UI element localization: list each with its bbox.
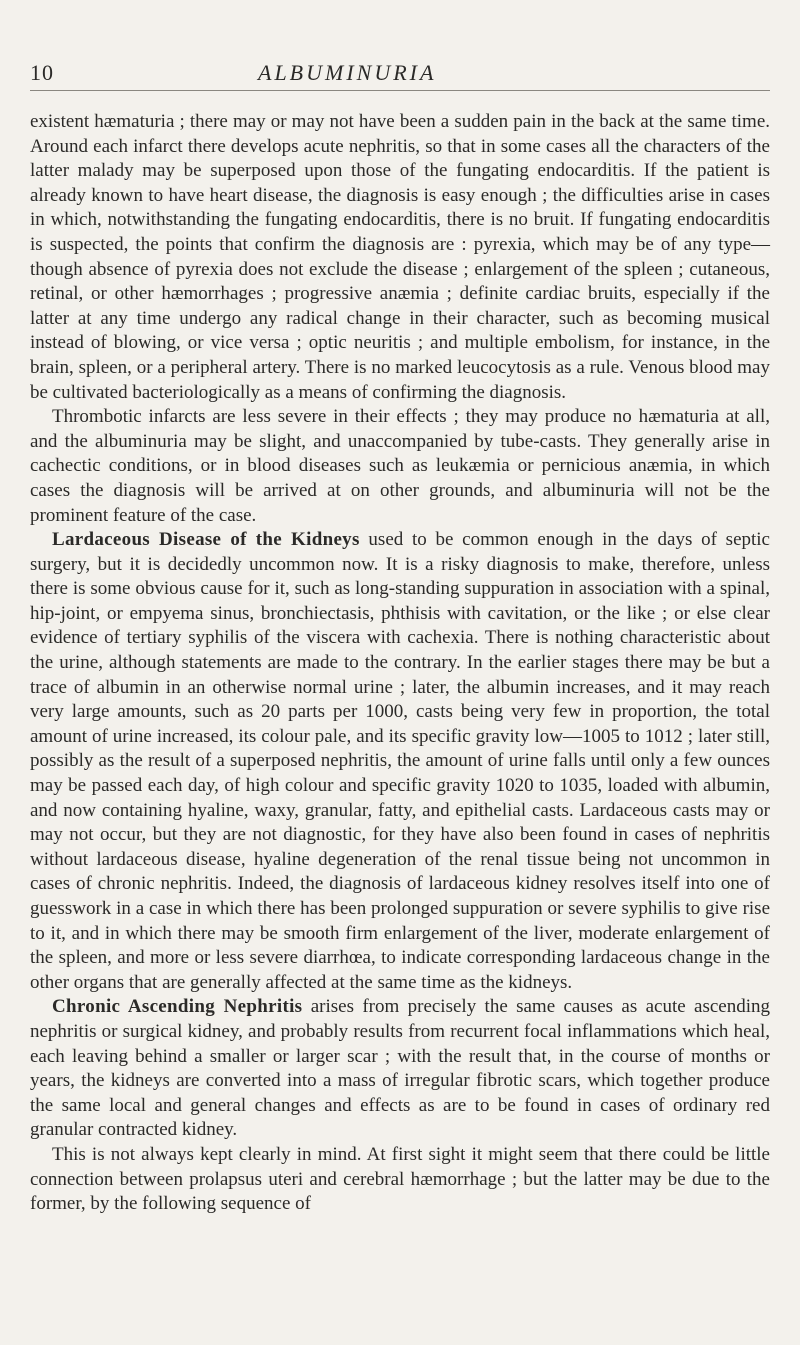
- running-head: [30, 60, 770, 91]
- paragraph-infarct-continued: [30, 110, 770, 405]
- paragraph-text: This is not always kept clearly in mind. At first sight it might seem that there could be little connection between prolapsus uteri and cerebral hæmorrhage ; but the latter may be due to the former, by the following sequence of: [30, 1143, 770, 1215]
- paragraph-lardaceous-disease: [30, 528, 770, 995]
- paragraph-text: Thrombotic infarcts are less severe in their effects ; they may produce no hæmaturia at all, and the albuminuria may be slight, and unaccompanied by tube-casts. They generally arise in cachectic conditions, or in blood diseases such as leukæmia or pernicious anæmia, in which cases the diagnosis will be arrived at on other grounds, and albuminuria will not be the prominent feature of the case.: [30, 406, 770, 526]
- page-number: 10: [30, 60, 54, 85]
- paragraph-text: existent hæmaturia ; there may or may not have been a sudden pain in the back at the same time. Around each infarct there develops acute nephritis, so that in some cases all the characters of the latter malady may be superposed upon those of the fungating endocarditis. If the patient is already known to have heart disease, the diagnosis is easy enough ; the difficulties arise in cases in which, notwithstanding the fungating endocarditis, there is no bruit. If fungating endocarditis is suspected, the points that confirm the diagnosis are : pyrexia, which may be of any type—though absence of pyrexia does not exclude the disease ; enlargement of the spleen ; cutaneous, retinal, or other hæmorrhages ; progressive anæmia ; definite cardiac bruits, especially if the latter at any time undergo any radical change in their character, such as becoming musical instead of blowing, or vice versa ; optic neuritis ; and multiple embolism, for instance, in the brain, spleen, or a peripheral artery. There is no marked leucocytosis as a rule. Venous blood may be cultivated bacteriologically as a means of confirming the diagnosis.: [30, 111, 770, 403]
- run-in-heading: Chronic Ascending Nephritis: [52, 996, 303, 1018]
- paragraph-text: used to be common enough in the days of septic surgery, but it is decidedly uncommon now. It is a risky diagnosis to make, therefore, unless there is some obvious cause for it, such as long-standing suppuration in association with a spinal, hip-joint, or empyema sinus, bronchiectasis, phthisis with cavitation, or the like ; or else clear evidence of tertiary syphilis of the viscera with cachexia. There is nothing characteristic about the urine, although statements are made to the contrary. In the earlier stages there may be but a trace of albumin in an otherwise normal urine ; later, the albumin increases, and it may reach very large amounts, such as 20 parts per 1000, casts being very few in proportion, the total amount of urine increased, its colour pale, and its specific gravity low—1005 to 1012 ; later still, possibly as the result of a superposed nephritis, the amount of urine falls until only a few ounces may be passed each day, of high colour and specific gravity 1020 to 1035, loaded with albumin, and now containing hyaline, waxy, granular, fatty, and epithelial casts. Lardaceous casts may or may not occur, but they are not diagnostic, for they have also been found in cases of nephritis without lardaceous disease, hyaline degeneration of the renal tissue being not uncommon in cases of chronic nephritis. Indeed, the diagnosis of lardaceous kidney resolves itself into one of guesswork in a case in which there has been prolonged suppuration or severe syphilis to give rise to it, and in which there may be smooth firm enlargement of the liver, moderate enlargement of the spleen, and more or less severe diarrhœa, to indicate corresponding lardaceous change in the other organs that are generally affected at the same time as the kidneys.: [30, 529, 770, 993]
- running-title: ALBUMINURIA: [258, 60, 437, 85]
- body-text: [30, 110, 770, 1217]
- paragraph-chronic-ascending-nephritis: [30, 995, 770, 1143]
- run-in-heading: Lardaceous Disease of the Kidneys: [52, 529, 360, 551]
- paragraph-thrombotic-infarcts: [30, 405, 770, 528]
- paragraph-prolapsus-uteri: [30, 1143, 770, 1217]
- paragraph-text: arises from precisely the same causes as acute ascending nephritis or surgical kidney, and probably results from recurrent focal inflammations which heal, each leaving behind a smaller or larger scar ; with the result that, in the course of months or years, the kidneys are converted into a mass of irregular fibrotic scars, which together produce the same local and general changes and effects as are to be found in cases of ordinary red granular contracted kidney.: [30, 996, 770, 1141]
